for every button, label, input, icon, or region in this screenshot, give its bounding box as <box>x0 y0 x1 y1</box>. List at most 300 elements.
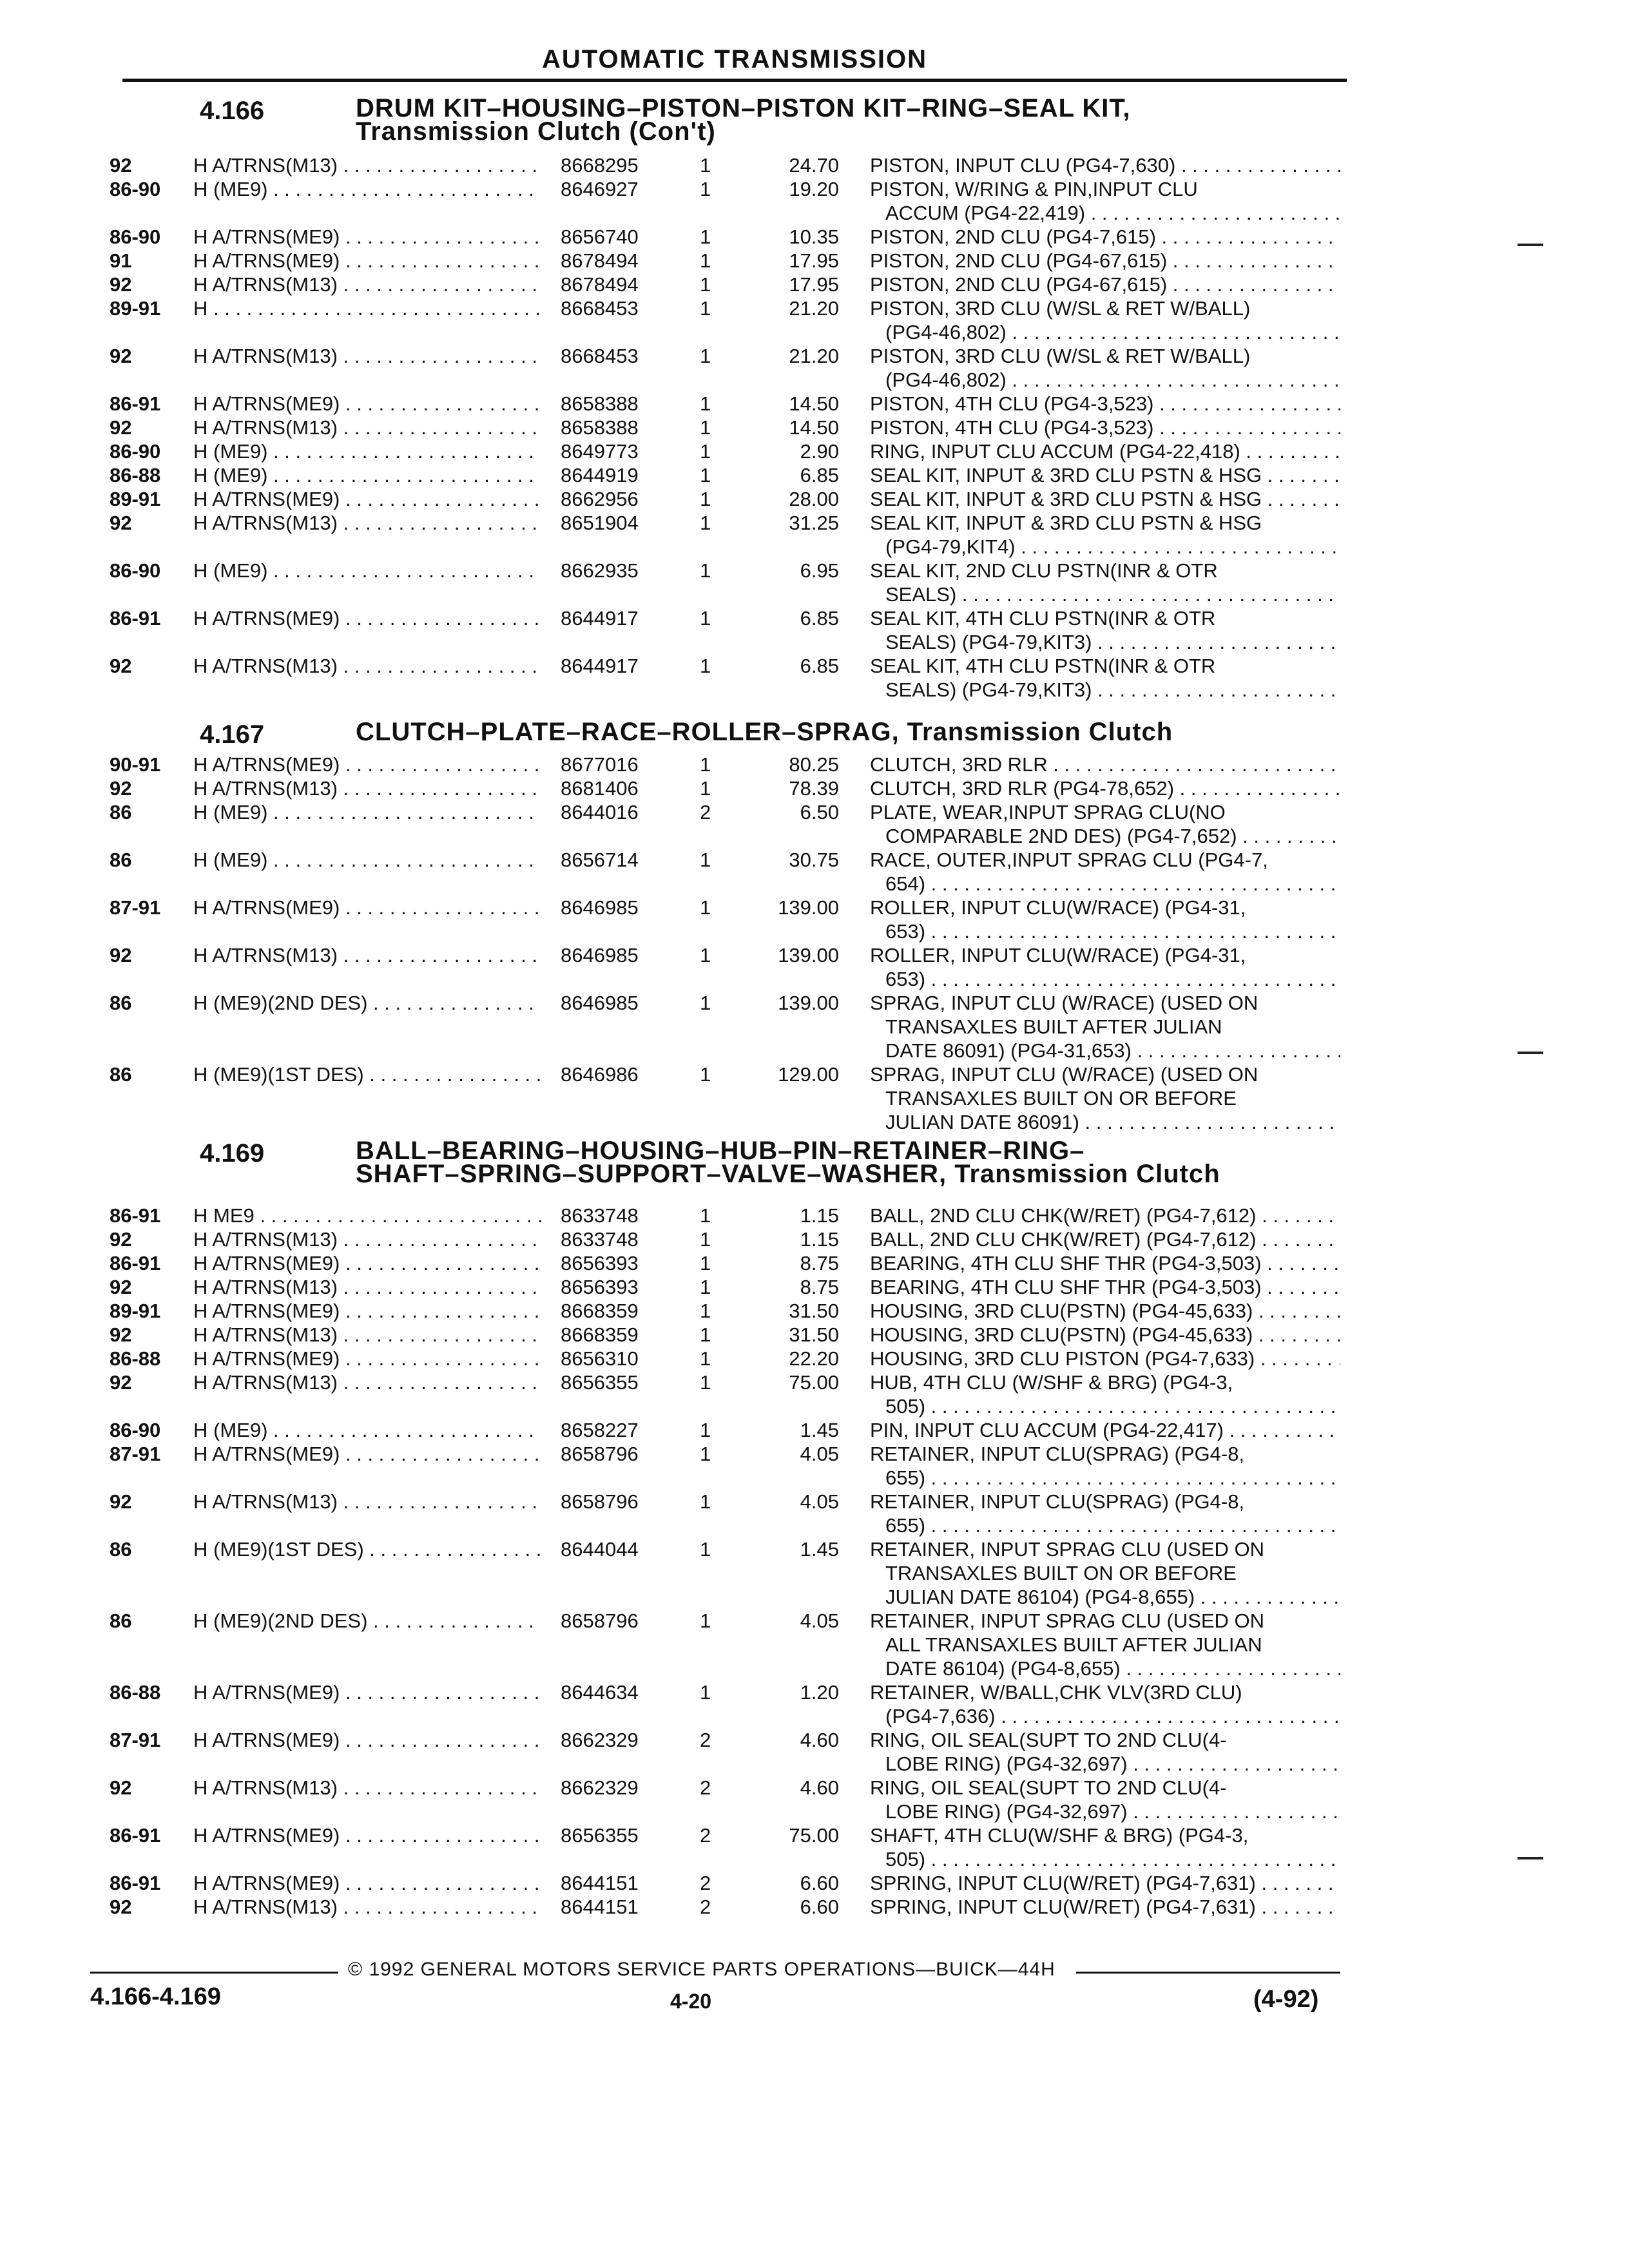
price: 31.25 <box>789 512 839 534</box>
model-year: 92 <box>110 273 132 296</box>
model-code: H A/TRNS(ME9) . . . <box>193 1347 541 1370</box>
section-number: 4.167 <box>200 720 265 749</box>
price: 21.20 <box>789 297 839 320</box>
footer-copyright: © 1992 GENERAL MOTORS SERVICE PARTS OPERATIONS—BUICK—44H <box>348 1959 1055 1980</box>
part-description <box>870 153 1340 177</box>
part-number: 8646985 <box>561 992 639 1014</box>
description-line: PISTON, W/RING & PIN,INPUT CLU <box>870 178 1198 200</box>
model-code: H A/TRNS(ME9) . . . <box>193 896 541 919</box>
model-code: H A/TRNS(ME9) . . . <box>193 487 541 511</box>
quantity: 2 <box>700 1872 711 1894</box>
quantity: 1 <box>700 1252 711 1274</box>
description-line: RETAINER, INPUT SPRAG CLU (USED ON <box>870 1610 1265 1632</box>
part-number: 8656355 <box>561 1371 639 1394</box>
description-line: RACE, OUTER,INPUT SPRAG CLU (PG4-7, <box>870 849 1268 871</box>
description-line: BALL, 2ND CLU CHK(W/RET) (PG4-7,612) . . . <box>870 1227 1340 1251</box>
model-year: 92 <box>110 416 132 439</box>
model-code: H (ME9) . . . <box>193 1418 541 1442</box>
part-description <box>870 1299 1340 1323</box>
part-number: 8678494 <box>561 249 639 272</box>
description-line: SEAL KIT, INPUT & 3RD CLU PSTN & HSG <box>870 512 1262 534</box>
price: 21.20 <box>789 345 839 367</box>
description-line: COMPARABLE 2ND DES) (PG4-7,652) . . . <box>870 824 1340 848</box>
part-number: 8658388 <box>561 392 639 415</box>
part-number: 8662329 <box>561 1776 639 1799</box>
model-year: 87-91 <box>110 1443 161 1465</box>
part-description <box>870 392 1340 416</box>
quantity: 1 <box>700 440 711 463</box>
model-year: 92 <box>110 345 132 367</box>
quantity: 1 <box>700 1538 711 1561</box>
price: 4.60 <box>800 1776 839 1799</box>
margin-mark <box>1518 1857 1543 1860</box>
description-line: ROLLER, INPUT CLU(W/RACE) (PG4-31, <box>870 896 1246 919</box>
quantity: 1 <box>700 753 711 776</box>
description-line: RETAINER, INPUT CLU(SPRAG) (PG4-8, <box>870 1443 1245 1465</box>
part-description <box>870 511 1340 559</box>
price: 6.85 <box>800 464 839 486</box>
description-line: HOUSING, 3RD CLU PISTON (PG4-7,633) . . . <box>870 1347 1340 1370</box>
model-year: 86 <box>110 849 132 871</box>
quantity: 1 <box>700 1063 711 1086</box>
model-year: 86-90 <box>110 1419 161 1441</box>
price: 78.39 <box>789 777 839 800</box>
model-code: H (ME9)(1ST DES) . . . <box>193 1062 541 1086</box>
part-description <box>870 416 1340 439</box>
model-year: 86 <box>110 1538 132 1561</box>
part-number: 8668453 <box>561 345 639 367</box>
part-number: 8677016 <box>561 753 639 776</box>
model-year: 87-91 <box>110 1729 161 1751</box>
model-code: H A/TRNS(M13) . . . <box>193 1275 541 1299</box>
description-line: SPRAG, INPUT CLU (W/RACE) (USED ON <box>870 1063 1258 1086</box>
description-line: RETAINER, W/BALL,CHK VLV(3RD CLU) <box>870 1681 1242 1704</box>
quantity: 1 <box>700 273 711 296</box>
part-number: 8678494 <box>561 273 639 296</box>
price: 1.45 <box>800 1419 839 1441</box>
part-description <box>870 1275 1340 1299</box>
description-line: LOBE RING) (PG4-32,697) . . . <box>870 1800 1340 1823</box>
part-number: 8658796 <box>561 1610 639 1632</box>
model-year: 86-90 <box>110 559 161 582</box>
model-code: H A/TRNS(M13) . . . <box>193 511 541 535</box>
part-description <box>870 177 1340 225</box>
model-year: 86-90 <box>110 440 161 463</box>
description-line: LOBE RING) (PG4-32,697) . . . <box>870 1752 1340 1776</box>
description-line: ALL TRANSAXLES BUILT AFTER JULIAN <box>885 1633 1262 1656</box>
description-line: RING, INPUT CLU ACCUM (PG4-22,418) . . . <box>870 439 1340 463</box>
part-number: 8644016 <box>561 801 639 823</box>
price: 139.00 <box>778 896 839 919</box>
model-year: 86-88 <box>110 1681 161 1704</box>
header-rule <box>122 79 1347 82</box>
price: 24.70 <box>789 154 839 177</box>
quantity: 1 <box>700 655 711 677</box>
part-description <box>870 1609 1340 1680</box>
price: 1.15 <box>800 1204 839 1227</box>
price: 14.50 <box>789 416 839 439</box>
part-number: 8658796 <box>561 1490 639 1513</box>
description-line: ACCUM (PG4-22,419) . . . <box>870 201 1340 225</box>
part-description <box>870 1823 1340 1871</box>
model-year: 86 <box>110 801 132 823</box>
quantity: 1 <box>700 464 711 486</box>
quantity: 1 <box>700 416 711 439</box>
model-code: H A/TRNS(M13) . . . <box>193 344 541 368</box>
part-number: 8644919 <box>561 464 639 486</box>
model-year: 86-91 <box>110 1872 161 1894</box>
description-line: CLUTCH, 3RD RLR . . . <box>870 753 1340 776</box>
price: 4.60 <box>800 1729 839 1751</box>
model-year: 86-91 <box>110 392 161 415</box>
description-line: SPRING, INPUT CLU(W/RET) (PG4-7,631) . . . <box>870 1871 1340 1895</box>
model-year: 89-91 <box>110 1300 161 1322</box>
model-code: H A/TRNS(ME9) . . . <box>193 1299 541 1323</box>
price: 4.05 <box>800 1610 839 1632</box>
model-year: 92 <box>110 655 132 677</box>
price: 22.20 <box>789 1347 839 1370</box>
description-line: BEARING, 4TH CLU SHF THR (PG4-3,503) . . . <box>870 1275 1340 1299</box>
description-line: (PG4-7,636) . . . <box>870 1704 1340 1728</box>
part-description <box>870 896 1340 943</box>
part-description <box>870 1323 1340 1347</box>
section-title-line: CLUTCH–PLATE–RACE–ROLLER–SPRAG, Transmission Clutch <box>356 718 1173 746</box>
price: 10.35 <box>789 226 839 248</box>
price: 8.75 <box>800 1276 839 1298</box>
part-number: 8658388 <box>561 416 639 439</box>
part-number: 8644151 <box>561 1872 639 1894</box>
description-line: SEALS) (PG4-79,KIT3) . . . <box>870 630 1340 654</box>
part-number: 8656310 <box>561 1347 639 1370</box>
description-line: RING, OIL SEAL(SUPT TO 2ND CLU(4- <box>870 1776 1227 1799</box>
model-year: 86-88 <box>110 464 161 486</box>
part-description <box>870 1418 1340 1442</box>
description-line: SEAL KIT, 2ND CLU PSTN(INR & OTR <box>870 559 1218 582</box>
part-description <box>870 654 1340 702</box>
quantity: 1 <box>700 849 711 871</box>
description-line: SEAL KIT, INPUT & 3RD CLU PSTN & HSG . . . <box>870 487 1340 511</box>
description-line: TRANSAXLES BUILT ON OR BEFORE <box>885 1087 1237 1110</box>
description-line: 654) . . . <box>870 872 1340 896</box>
quantity: 1 <box>700 944 711 966</box>
part-number: 8668295 <box>561 154 639 177</box>
model-code: H (ME9) . . . <box>193 439 541 463</box>
model-year: 86-90 <box>110 226 161 248</box>
price: 19.20 <box>789 178 839 200</box>
description-line: SEALS) (PG4-79,KIT3) . . . <box>870 678 1340 702</box>
section-subtitle: SHAFT–SPRING–SUPPORT–VALVE–WASHER, Transmission Clutch <box>356 1160 1220 1188</box>
description-line: PISTON, 3RD CLU (W/SL & RET W/BALL) <box>870 345 1251 367</box>
model-code: H A/TRNS(M13) . . . <box>193 1370 541 1394</box>
price: 129.00 <box>778 1063 839 1086</box>
footer-rule-left <box>90 1972 338 1974</box>
section-title-line: DRUM KIT–HOUSING–PISTON–PISTON KIT–RING–SEAL KIT, <box>356 94 1131 122</box>
quantity: 1 <box>700 488 711 510</box>
part-description <box>870 344 1340 392</box>
model-year: 92 <box>110 1228 132 1251</box>
part-description <box>870 1370 1340 1418</box>
footer-rule-right <box>1076 1972 1340 1974</box>
price: 75.00 <box>789 1824 839 1847</box>
description-line: (PG4-79,KIT4) . . . <box>870 535 1340 559</box>
quantity: 1 <box>700 1610 711 1632</box>
description-line: DATE 86091) (PG4-31,653) . . . <box>870 1039 1340 1062</box>
description-line: PISTON, 2ND CLU (PG4-67,615) . . . <box>870 249 1340 273</box>
description-line: RETAINER, INPUT CLU(SPRAG) (PG4-8, <box>870 1490 1245 1513</box>
model-year: 92 <box>110 1276 132 1298</box>
part-description <box>870 1537 1340 1609</box>
part-number: 8644634 <box>561 1681 639 1704</box>
model-year: 92 <box>110 1371 132 1394</box>
part-description <box>870 1347 1340 1370</box>
quantity: 1 <box>700 392 711 415</box>
model-code: H (ME9)(2ND DES) . . . <box>193 991 541 1015</box>
part-description <box>870 1062 1340 1134</box>
model-code: H A/TRNS(M13) . . . <box>193 1776 541 1800</box>
model-code: H A/TRNS(ME9) . . . <box>193 1442 541 1466</box>
model-year: 86-88 <box>110 1347 161 1370</box>
model-year: 89-91 <box>110 297 161 320</box>
part-number: 8656393 <box>561 1252 639 1274</box>
description-line: 655) . . . <box>870 1466 1340 1490</box>
part-number: 8656393 <box>561 1276 639 1298</box>
quantity: 2 <box>700 1729 711 1751</box>
description-line: PISTON, INPUT CLU (PG4-7,630) . . . <box>870 153 1340 177</box>
price: 4.05 <box>800 1443 839 1465</box>
part-number: 8644917 <box>561 607 639 629</box>
description-line: SHAFT, 4TH CLU(W/SHF & BRG) (PG4-3, <box>870 1824 1249 1847</box>
model-code: H A/TRNS(ME9) . . . <box>193 1251 541 1275</box>
price: 6.95 <box>800 559 839 582</box>
model-code: H (ME9)(1ST DES) . . . <box>193 1537 541 1561</box>
part-description <box>870 943 1340 991</box>
part-description <box>870 1442 1340 1490</box>
part-description <box>870 1728 1340 1776</box>
price: 6.60 <box>800 1896 839 1918</box>
model-year: 87-91 <box>110 896 161 919</box>
quantity: 1 <box>700 1300 711 1322</box>
model-code: H A/TRNS(M13) . . . <box>193 776 541 800</box>
price: 75.00 <box>789 1371 839 1394</box>
description-line: SEAL KIT, 4TH CLU PSTN(INR & OTR <box>870 607 1216 629</box>
price: 28.00 <box>789 488 839 510</box>
part-description <box>870 776 1340 800</box>
part-description <box>870 249 1340 273</box>
part-description <box>870 439 1340 463</box>
model-code: H A/TRNS(ME9) . . . <box>193 1728 541 1752</box>
quantity: 2 <box>700 1776 711 1799</box>
description-line: SEAL KIT, 4TH CLU PSTN(INR & OTR <box>870 655 1216 677</box>
price: 6.85 <box>800 607 839 629</box>
quantity: 1 <box>700 559 711 582</box>
part-number: 8658796 <box>561 1443 639 1465</box>
description-line: PISTON, 2ND CLU (PG4-67,615) . . . <box>870 273 1340 296</box>
part-description <box>870 1680 1340 1728</box>
model-code: H ME9 . . . <box>193 1204 541 1227</box>
part-description <box>870 1204 1340 1227</box>
price: 17.95 <box>789 273 839 296</box>
part-number: 8656740 <box>561 226 639 248</box>
model-code: H A/TRNS(M13) . . . <box>193 273 541 296</box>
part-number: 8662956 <box>561 488 639 510</box>
quantity: 2 <box>700 1896 711 1918</box>
part-number: 8646986 <box>561 1063 639 1086</box>
part-description <box>870 1776 1340 1823</box>
price: 8.75 <box>800 1252 839 1274</box>
description-line: SPRING, INPUT CLU(W/RET) (PG4-7,631) . . . <box>870 1895 1340 1919</box>
model-year: 86-91 <box>110 1204 161 1227</box>
part-number: 8646927 <box>561 178 639 200</box>
part-description <box>870 559 1340 606</box>
footer-date: (4-92) <box>1253 1986 1319 2013</box>
part-description <box>870 800 1340 848</box>
part-number: 8662329 <box>561 1729 639 1751</box>
page-title: AUTOMATIC TRANSMISSION <box>541 45 928 73</box>
model-year: 89-91 <box>110 488 161 510</box>
part-number: 8651904 <box>561 512 639 534</box>
description-line: CLUTCH, 3RD RLR (PG4-78,652) . . . <box>870 776 1340 800</box>
model-code: H (ME9) . . . <box>193 800 541 824</box>
description-line: HOUSING, 3RD CLU(PSTN) (PG4-45,633) . . . <box>870 1299 1340 1323</box>
model-code: H A/TRNS(M13) . . . <box>193 943 541 967</box>
description-line: JULIAN DATE 86091) . . . <box>870 1110 1340 1134</box>
quantity: 1 <box>700 1681 711 1704</box>
description-line: TRANSAXLES BUILT AFTER JULIAN <box>885 1015 1222 1038</box>
model-year: 86-91 <box>110 607 161 629</box>
part-number: 8649773 <box>561 440 639 463</box>
description-line: PISTON, 3RD CLU (W/SL & RET W/BALL) <box>870 297 1251 320</box>
price: 4.05 <box>800 1490 839 1513</box>
part-number: 8681406 <box>561 777 639 800</box>
model-code: H (ME9) . . . <box>193 463 541 487</box>
model-year: 92 <box>110 154 132 177</box>
model-year: 92 <box>110 1776 132 1799</box>
description-line: (PG4-46,802) . . . <box>870 368 1340 392</box>
price: 14.50 <box>789 392 839 415</box>
margin-mark <box>1518 1052 1543 1054</box>
part-number: 8658227 <box>561 1419 639 1441</box>
part-description <box>870 225 1340 249</box>
price: 31.50 <box>789 1300 839 1322</box>
part-number: 8656714 <box>561 849 639 871</box>
model-code: H A/TRNS(M13) . . . <box>193 1490 541 1514</box>
model-code: H A/TRNS(M13) . . . <box>193 416 541 439</box>
quantity: 1 <box>700 777 711 800</box>
quantity: 1 <box>700 249 711 272</box>
quantity: 1 <box>700 1323 711 1346</box>
model-code: H A/TRNS(ME9) . . . <box>193 249 541 273</box>
model-code: H A/TRNS(M13) . . . <box>193 654 541 678</box>
quantity: 1 <box>700 1276 711 1298</box>
section-title <box>356 720 1173 744</box>
part-number: 8668453 <box>561 297 639 320</box>
description-line: BALL, 2ND CLU CHK(W/RET) (PG4-7,612) . . . <box>870 1204 1340 1227</box>
margin-mark <box>1518 244 1543 246</box>
description-line: (PG4-46,802) . . . <box>870 320 1340 344</box>
description-line: SEAL KIT, INPUT & 3RD CLU PSTN & HSG . . . <box>870 463 1340 487</box>
description-line: BEARING, 4TH CLU SHF THR (PG4-3,503) . . . <box>870 1251 1340 1275</box>
model-code: H (ME9) . . . <box>193 848 541 872</box>
footer-page-number: 4-20 <box>670 1990 712 2013</box>
model-year: 86 <box>110 1610 132 1632</box>
description-line: PIN, INPUT CLU ACCUM (PG4-22,417) . . . <box>870 1418 1340 1442</box>
quantity: 1 <box>700 297 711 320</box>
description-line: HOUSING, 3RD CLU(PSTN) (PG4-45,633) . . . <box>870 1323 1340 1347</box>
model-year: 86-90 <box>110 178 161 200</box>
model-code: H A/TRNS(ME9) . . . <box>193 392 541 416</box>
section-title-line: BALL–BEARING–HOUSING–HUB–PIN–RETAINER–RING– <box>356 1137 1085 1165</box>
price: 6.50 <box>800 801 839 823</box>
description-line: 653) . . . <box>870 967 1340 991</box>
description-line: 655) . . . <box>870 1514 1340 1537</box>
model-code: H A/TRNS(ME9) . . . <box>193 1823 541 1847</box>
footer-section-range: 4.166-4.169 <box>90 1983 221 2010</box>
description-line: 505) . . . <box>870 1847 1340 1871</box>
quantity: 1 <box>700 1228 711 1251</box>
section-number: 4.166 <box>200 97 265 125</box>
part-description <box>870 1251 1340 1275</box>
model-year: 92 <box>110 777 132 800</box>
description-line: RING, OIL SEAL(SUPT TO 2ND CLU(4- <box>870 1729 1227 1751</box>
part-description <box>870 463 1340 487</box>
price: 139.00 <box>778 944 839 966</box>
quantity: 1 <box>700 992 711 1014</box>
part-number: 8662935 <box>561 559 639 582</box>
description-line: RETAINER, INPUT SPRAG CLU (USED ON <box>870 1538 1265 1561</box>
description-line: PISTON, 4TH CLU (PG4-3,523) . . . <box>870 416 1340 439</box>
part-description <box>870 606 1340 654</box>
part-description <box>870 296 1340 344</box>
quantity: 1 <box>700 178 711 200</box>
quantity: 1 <box>700 1490 711 1513</box>
part-description <box>870 753 1340 776</box>
model-code: H A/TRNS(ME9) . . . <box>193 1680 541 1704</box>
model-code: H A/TRNS(ME9) . . . <box>193 753 541 776</box>
description-line: JULIAN DATE 86104) (PG4-8,655) . . . <box>870 1585 1340 1609</box>
model-year: 86 <box>110 992 132 1014</box>
price: 2.90 <box>800 440 839 463</box>
description-line: PISTON, 2ND CLU (PG4-7,615) . . . <box>870 225 1340 249</box>
model-year: 86-91 <box>110 1824 161 1847</box>
quantity: 1 <box>700 512 711 534</box>
model-code: H A/TRNS(M13) . . . <box>193 1895 541 1919</box>
price: 30.75 <box>789 849 839 871</box>
part-number: 8644917 <box>561 655 639 677</box>
price: 6.60 <box>800 1872 839 1894</box>
description-line: 653) . . . <box>870 919 1340 943</box>
model-year: 92 <box>110 944 132 966</box>
quantity: 1 <box>700 607 711 629</box>
model-year: 86 <box>110 1063 132 1086</box>
quantity: 1 <box>700 896 711 919</box>
description-line: SPRAG, INPUT CLU (W/RACE) (USED ON <box>870 992 1258 1014</box>
section-title <box>356 1139 1220 1186</box>
model-code: H A/TRNS(ME9) . . . <box>193 1871 541 1895</box>
quantity: 1 <box>700 1204 711 1227</box>
model-code: H A/TRNS(M13) . . . <box>193 1227 541 1251</box>
quantity: 1 <box>700 1419 711 1441</box>
price: 17.95 <box>789 249 839 272</box>
model-year: 90-91 <box>110 753 161 776</box>
quantity: 2 <box>700 801 711 823</box>
quantity: 1 <box>700 1371 711 1394</box>
description-line: TRANSAXLES BUILT ON OR BEFORE <box>885 1562 1237 1584</box>
model-code: H (ME9)(2ND DES) . . . <box>193 1609 541 1633</box>
part-number: 8656355 <box>561 1824 639 1847</box>
part-number: 8633748 <box>561 1228 639 1251</box>
model-year: 91 <box>110 249 132 272</box>
part-description <box>870 1227 1340 1251</box>
